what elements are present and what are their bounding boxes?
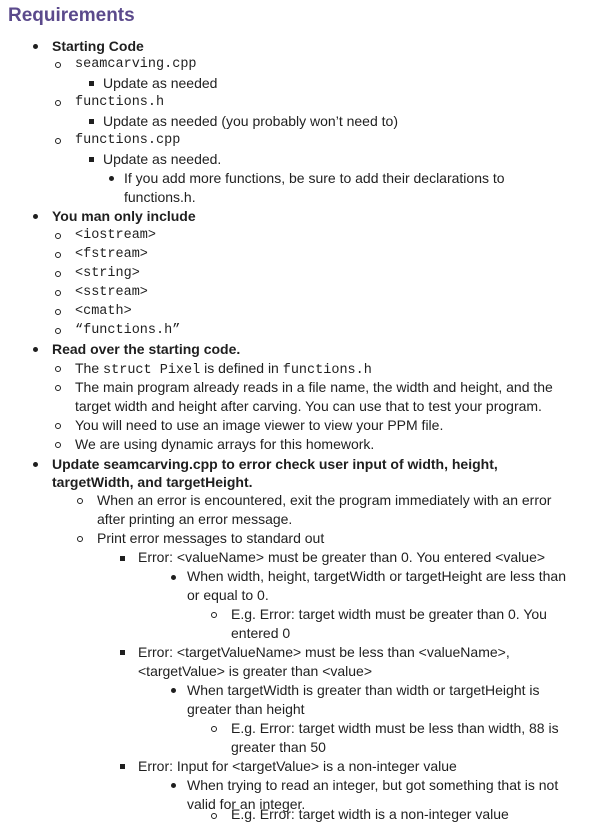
error1-when-line2: or equal to 0. xyxy=(187,587,269,603)
error1-example-line1: E.g. Error: target width must be greater than 0. You xyxy=(231,606,547,622)
section-heading-error-check-line1: Update seamcarving.cpp to error check user input of width, height, xyxy=(52,456,498,472)
include-item: <fstream> xyxy=(75,247,148,262)
bullet-circle xyxy=(77,536,83,542)
bullet-square xyxy=(89,157,94,162)
error1-example-line2: entered 0 xyxy=(231,625,291,641)
bullet-square xyxy=(89,81,94,86)
bullet-circle xyxy=(55,271,61,277)
file-functions-cpp: functions.cpp xyxy=(75,133,181,148)
bullet-circle xyxy=(211,726,217,732)
code-functions-h: functions.h xyxy=(282,363,372,378)
bullet-circle xyxy=(55,290,61,296)
bullet-circle xyxy=(55,252,61,258)
file-functions-h: functions.h xyxy=(75,95,165,110)
file-seamcarving-note: Update as needed xyxy=(103,75,218,91)
bullet-circle xyxy=(211,813,217,819)
page-title: Requirements xyxy=(8,5,135,26)
bullet-disc xyxy=(33,214,38,219)
bullet-disc xyxy=(171,783,176,788)
image-viewer-line: You will need to use an image viewer to view your PPM file. xyxy=(75,417,444,433)
bullet-disc xyxy=(33,347,38,352)
bullet-circle xyxy=(55,62,61,68)
error3-when-line1: When trying to read an integer, but got something that is not xyxy=(187,777,559,793)
declarations-note-line1: If you add more functions, be sure to add their declarations to xyxy=(124,170,505,186)
bullet-square xyxy=(120,556,125,561)
file-functions-h-note: Update as needed (you probably won’t need to) xyxy=(103,113,398,129)
declarations-note-line2: functions.h. xyxy=(124,189,196,205)
file-functions-cpp-note: Update as needed. xyxy=(103,151,222,167)
dynamic-arrays-line: We are using dynamic arrays for this homework. xyxy=(75,436,375,452)
bullet-circle xyxy=(55,309,61,315)
error-greater-than-zero: Error: <valueName> must be greater than 0. You entered <value> xyxy=(138,549,546,565)
bullet-circle xyxy=(55,233,61,239)
section-heading-starting-code: Starting Code xyxy=(52,38,144,54)
error-less-than-line2: <targetValue> is greater than <value> xyxy=(138,663,373,679)
bullet-circle xyxy=(55,366,61,372)
exit-on-error-line1: When an error is encountered, exit the program immediately with an error xyxy=(97,492,552,508)
include-item: <sstream> xyxy=(75,285,148,300)
include-item: <cmath> xyxy=(75,304,132,319)
exit-on-error-line2: after printing an error message. xyxy=(97,511,293,527)
bullet-circle xyxy=(55,385,61,391)
bullet-circle xyxy=(55,442,61,448)
print-errors-line: Print error messages to standard out xyxy=(97,530,325,546)
main-program-line2: target width and height after carving. You can use that to test your program. xyxy=(75,398,542,414)
bullet-disc xyxy=(33,462,38,467)
bullet-disc xyxy=(171,688,176,693)
bullet-square xyxy=(89,119,94,124)
bullet-circle xyxy=(55,423,61,429)
struct-pixel-line xyxy=(75,359,372,380)
error-non-integer: Error: Input for <targetValue> is a non-integer value xyxy=(138,758,457,774)
bullet-disc xyxy=(33,44,38,49)
bullet-circle xyxy=(77,498,83,504)
text-segment: The xyxy=(75,360,104,376)
bullet-square xyxy=(120,764,125,769)
error-less-than-line1: Error: <targetValueName> must be less than <valueName>, xyxy=(138,644,510,660)
bullet-circle xyxy=(211,612,217,618)
text-segment: is defined in xyxy=(200,360,283,376)
include-item: “functions.h” xyxy=(75,323,181,338)
error1-when-line1: When width, height, targetWidth or targetHeight are less than xyxy=(187,568,566,584)
section-heading-error-check-line2: targetWidth, and targetHeight. xyxy=(52,474,253,490)
bullet-circle xyxy=(55,100,61,106)
bullet-disc xyxy=(109,176,114,181)
error3-example: E.g. Error: target width is a non-integer value xyxy=(231,806,509,822)
bullet-circle xyxy=(55,328,61,334)
error2-example-line2: greater than 50 xyxy=(231,739,326,755)
file-seamcarving: seamcarving.cpp xyxy=(75,57,197,72)
error3-when-line2: valid for an integer. xyxy=(187,796,306,812)
error2-example-line1: E.g. Error: target width must be less than width, 88 is xyxy=(231,720,559,736)
section-heading-read-code: Read over the starting code. xyxy=(52,341,241,357)
include-item: <iostream> xyxy=(75,228,157,243)
error2-when-line2: greater than height xyxy=(187,701,305,717)
error2-when-line1: When targetWidth is greater than width or targetHeight is xyxy=(187,682,540,698)
bullet-disc xyxy=(171,575,176,580)
include-item: <string> xyxy=(75,266,140,281)
bullet-circle xyxy=(55,138,61,144)
bullet-square xyxy=(120,650,125,655)
section-heading-includes: You man only include xyxy=(52,208,196,224)
code-struct-pixel: struct Pixel xyxy=(103,363,201,378)
main-program-line1: The main program already reads in a file name, the width and height, and the xyxy=(75,379,553,395)
